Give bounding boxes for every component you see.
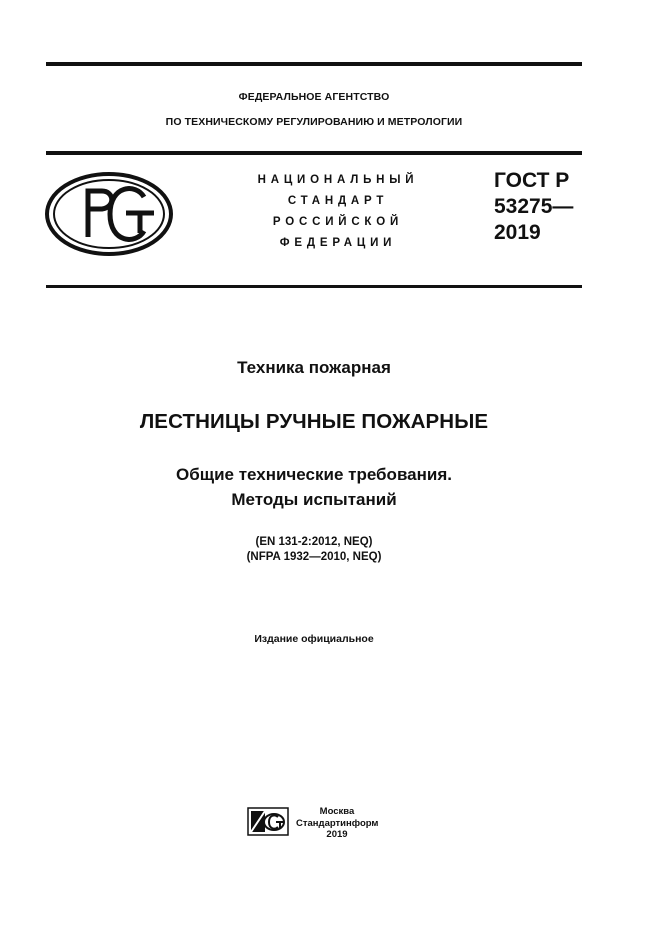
- national-line: ФЕДЕРАЦИИ: [279, 237, 397, 249]
- publisher-city: Москва: [319, 806, 355, 817]
- top-rule: [46, 62, 582, 66]
- international-references: [46, 535, 582, 565]
- gost-line: 2019: [494, 221, 541, 244]
- national-standard-label: [236, 170, 436, 254]
- subtitle-line-1: Общие технические требования.: [176, 465, 452, 484]
- agency-name-line-2: ПО ТЕХНИЧЕСКОМУ РЕГУЛИРОВАНИЮ И МЕТРОЛОГИИ: [165, 116, 463, 128]
- agency-name-line-1: ФЕДЕРАЛЬНОЕ АГЕНТСТВО: [238, 91, 390, 103]
- reference-line: (NFPA 1932—2010, NEQ): [246, 551, 382, 563]
- rst-certification-logo-icon: [44, 171, 174, 257]
- national-line: НАЦИОНАЛЬНЫЙ: [257, 174, 419, 186]
- header-divider-rule: [46, 151, 582, 155]
- standartinform-logo-icon: [247, 807, 289, 836]
- document-subject: Техника пожарная: [237, 358, 391, 377]
- gost-designation: [494, 168, 573, 246]
- publisher-name: Стандартинформ: [296, 817, 379, 829]
- publisher-block: [296, 806, 378, 841]
- document-main-title: ЛЕСТНИЦЫ РУЧНЫЕ ПОЖАРНЫЕ: [139, 410, 489, 433]
- national-line: РОССИЙСКОЙ: [272, 216, 404, 228]
- gost-line: ГОСТ Р: [494, 169, 570, 192]
- subtitle-line-2: Методы испытаний: [231, 490, 397, 509]
- national-line: СТАНДАРТ: [287, 195, 389, 207]
- publisher-year: 2019: [326, 829, 348, 840]
- official-edition-label: Издание официальное: [254, 633, 374, 645]
- header-bottom-rule: [46, 285, 582, 288]
- document-subtitle: [46, 462, 582, 512]
- reference-line: (EN 131-2:2012, NEQ): [255, 536, 373, 548]
- gost-line: 53275—: [494, 195, 574, 218]
